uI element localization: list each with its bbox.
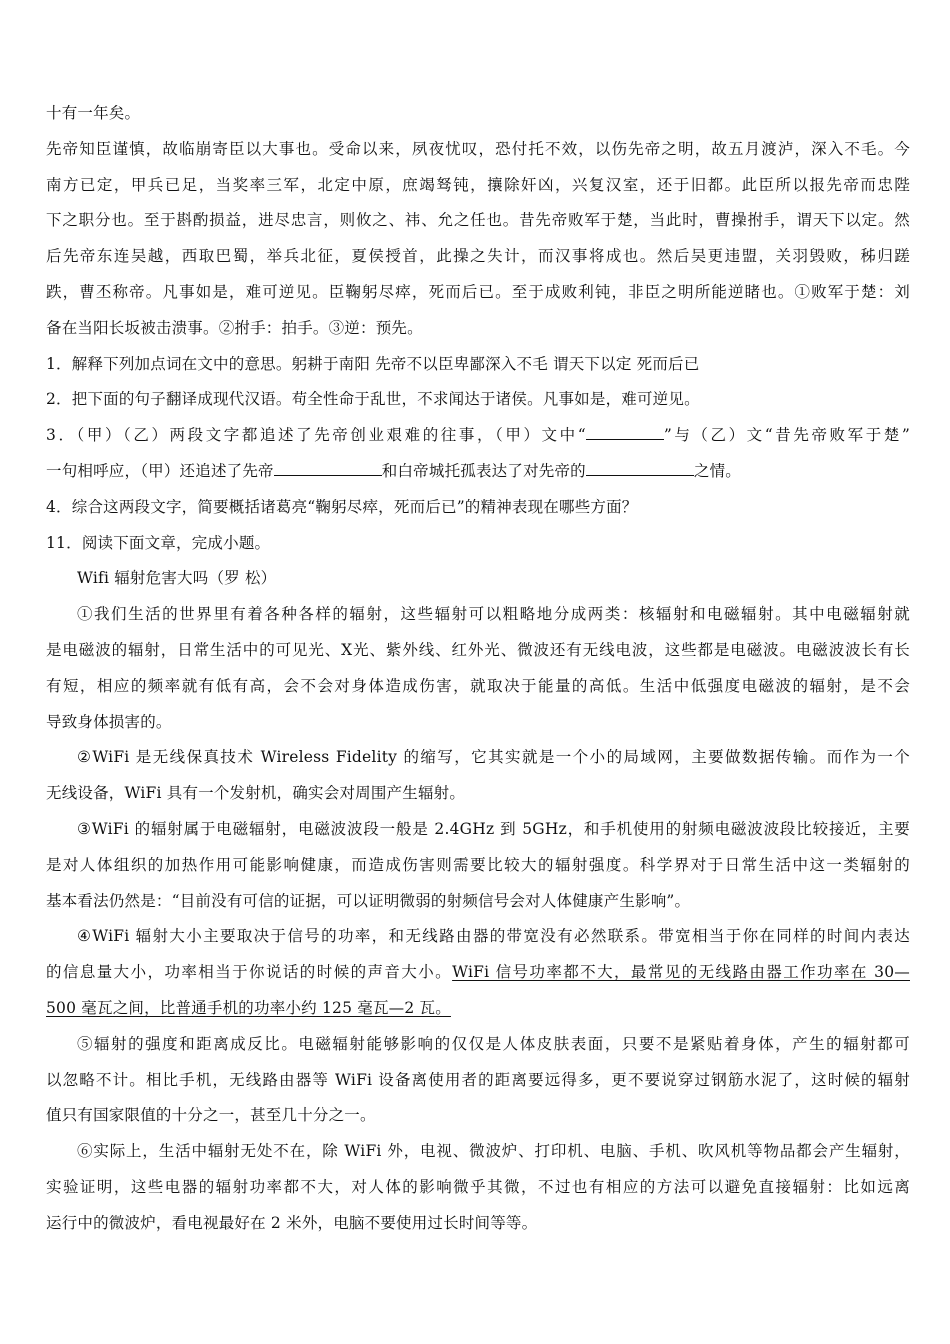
question-3-line-2: [46, 454, 910, 490]
article-paragraph-line: 是对人体组织的加热作用可能影响健康，而造成伤害则需要比较大的辐射强度。科学界对于日常生活中这一类辐射的: [46, 855, 910, 874]
answer-blank[interactable]: [586, 461, 694, 476]
question-1: 1．解释下列加点词在文中的意思。躬耕于南阳 先帝不以臣卑鄙深入不毛 谓天下以定 死而后已: [46, 354, 700, 373]
article-paragraph-line: [46, 955, 910, 991]
underlined-sentence: 500 毫瓦之间，比普通手机的功率小约 125 毫瓦—2 瓦。: [46, 998, 451, 1017]
question-3-text: 3．（甲）（乙）两段文字都追述了先帝创业艰难的往事，（甲）文中“: [46, 426, 586, 445]
passage-line: 十有一年矣。: [46, 104, 141, 122]
passage-line: 南方已定，甲兵已足，当奖率三军，北定中原，庶竭驽钝，攘除奸凶，兴复汉室，还于旧都。此臣所以报先帝而忠陛: [46, 175, 910, 194]
question-3-text: ”与（乙）文“昔先帝败军于楚”: [663, 426, 910, 445]
article-paragraph-line: 值只有国家限值的十分之一，甚至几十分之一。: [46, 1106, 376, 1125]
passage-line: 先帝知臣谨慎，故临崩寄臣以大事也。受命以来，夙夜忧叹，恐付托不效，以伤先帝之明，故五月渡泸，深入不毛。今: [46, 139, 910, 158]
article-paragraph-line: 是电磁波的辐射，日常生活中的可见光、X光、紫外线、红外光、微波还有无线电波，这些都是电磁波。电磁波波长有长: [46, 640, 910, 659]
article-text: 的信息量大小，功率相当于你说话的时候的声音大小。: [46, 963, 453, 982]
article-paragraph-line: 运行中的微波炉，看电视最好在 2 米外，电脑不要使用过长时间等等。: [46, 1213, 538, 1232]
article-paragraph-line: 以忽略不计。相比手机，无线路由器等 WiFi 设备离使用者的距离要远得多，更不要说穿过钢筋水泥了，这时候的辐射: [46, 1070, 910, 1089]
answer-blank[interactable]: [586, 425, 664, 440]
article-paragraph-line: ③WiFi 的辐射属于电磁辐射，电磁波波段一般是 2.4GHz 到 5GHz，和手机使用的射频电磁波波段比较接近，主要: [77, 819, 910, 838]
article-paragraph-line: ②WiFi 是无线保真技术 Wireless Fidelity 的缩写，它其实就是一个小的局域网，主要做数据传输。而作为一个: [77, 748, 910, 767]
article-title: Wifi 辐射危害大吗（罗 松）: [77, 569, 277, 588]
article-paragraph-line: ①我们生活的世界里有着各种各样的辐射，这些辐射可以粗略地分成两类：核辐射和电磁辐射。其中电磁辐射就: [77, 605, 910, 624]
underlined-sentence: WiFi 信号功率都不大，最常见的无线路由器工作功率在 30—: [452, 963, 910, 982]
article-paragraph-line: 有短，相应的频率就有低有高，会不会对身体造成伤害，就取决于能量的高低。生活中低强度电磁波的辐射，是不会: [46, 676, 910, 695]
document-page: [46, 96, 910, 1242]
article-paragraph-line: 基本看法仍然是：“目前没有可信的证据，可以证明微弱的射频信号会对人体健康产生影响”。: [46, 891, 691, 910]
article-paragraph-line: 实验证明，这些电器的辐射功率都不大，对人体的影响微乎其微，不过也有相应的方法可以避免直接辐射：比如远离: [46, 1177, 910, 1196]
passage-line: 后先帝东连吴越，西取巴蜀，举兵北征，夏侯授首，此操之失计，而汉事将成也。然后吴更违盟，关羽毁败，秭归蹉: [46, 247, 910, 266]
article-paragraph-line: ⑥实际上，生活中辐射无处不在，除 WiFi 外，电视、微波炉、打印机、电脑、手机、吹风机等物品都会产生辐射，: [77, 1142, 910, 1161]
article-paragraph-line: [46, 991, 910, 1027]
question-3-text: 一句相呼应，（甲）还追述了先帝: [46, 461, 274, 480]
article-paragraph-line: ⑤辐射的强度和距离成反比。电磁辐射能够影响的仅仅是人体皮肤表面，只要不是紧贴着身体，产生的辐射都可: [77, 1034, 910, 1053]
passage-line: 跌，曹丕称帝。凡事如是，难可逆见。臣鞠躬尽瘁，死而后已。至于成败利钝，非臣之明所能逆睹也。①败军于楚：刘: [46, 282, 910, 301]
answer-blank[interactable]: [274, 461, 382, 476]
passage-line: 备在当阳长坂被击溃事。②拊手：拍手。③逆：预先。: [46, 318, 423, 337]
question-11: 11．阅读下面文章，完成小题。: [46, 533, 271, 552]
passage-line: 下之职分也。至于斟酌损益，进尽忠言，则攸之、祎、允之任也。昔先帝败军于楚，当此时，曹操拊手，谓天下以定。然: [46, 211, 910, 230]
question-3-line-1: [46, 418, 910, 454]
question-4: 4．综合这两段文字，简要概括诸葛亮“鞠躬尽瘁，死而后已”的精神表现在哪些方面？: [46, 497, 638, 516]
article-paragraph-line: 无线设备，WiFi 具有一个发射机，确实会对周围产生辐射。: [46, 784, 466, 803]
article-paragraph-line: 导致身体损害的。: [46, 712, 172, 731]
article-paragraph-line: ④WiFi 辐射大小主要取决于信号的功率，和无线路由器的带宽没有必然联系。带宽相当于你在同样的时间内表达: [77, 927, 910, 946]
question-3-text: 之情。: [693, 461, 741, 480]
question-3-text: 和白帝城托孤表达了对先帝的: [381, 461, 586, 480]
question-2: 2．把下面的句子翻译成现代汉语。苟全性命于乱世，不求闻达于诸侯。凡事如是，难可逆见。: [46, 390, 700, 409]
